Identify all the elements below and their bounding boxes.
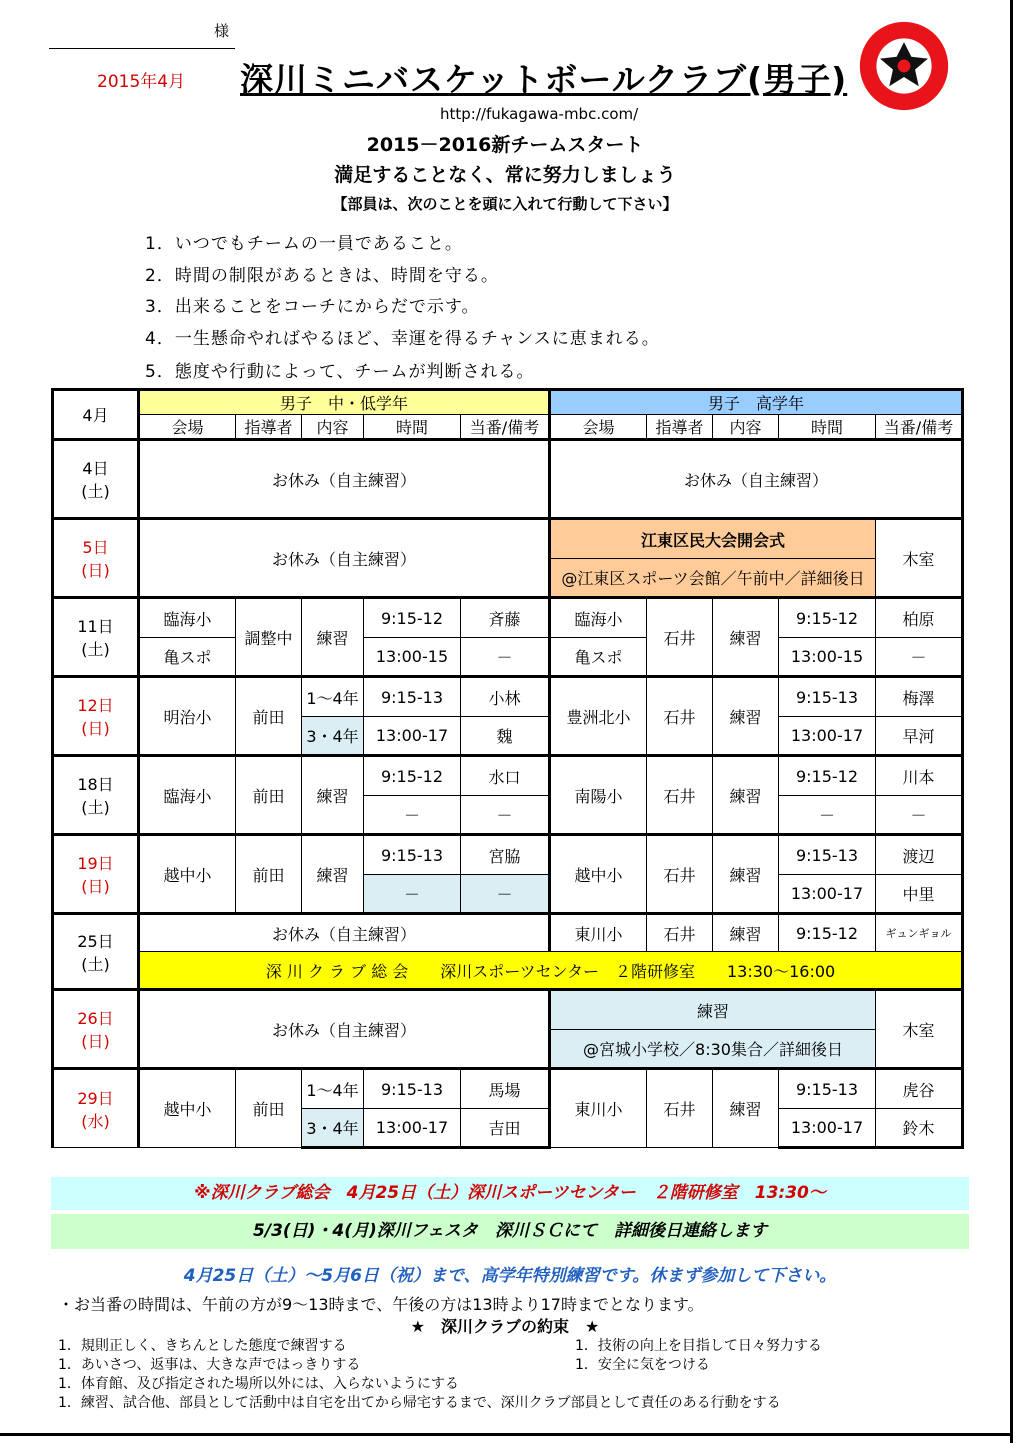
time-cell: 9:15-13 bbox=[364, 677, 461, 717]
rule-item: 5．態度や行動によって、チームが判断される。 bbox=[145, 362, 535, 382]
coach-cell: 石井 bbox=[647, 756, 713, 835]
rest-cell: お休み（自主練習） bbox=[550, 440, 963, 519]
note-special-practice: 4月25日（土）～5月6日（祝）まで、高学年特別練習です。休まず参加して下さい。 bbox=[183, 1266, 837, 1286]
pledge-title: ★ 深川クラブの約束 ★ bbox=[410, 1317, 600, 1336]
coach-cell: 石井 bbox=[647, 1069, 713, 1148]
duty-cell: 小林 bbox=[461, 677, 550, 717]
venue-cell: 東川小 bbox=[550, 1069, 647, 1148]
col-duty: 当番/備考 bbox=[461, 415, 550, 440]
duty-cell: － bbox=[461, 796, 550, 835]
content-cell: 1～4年 bbox=[302, 677, 364, 717]
venue-cell: 南陽小 bbox=[550, 756, 647, 835]
venue-cell: 臨海小 bbox=[139, 756, 236, 835]
content-cell: 練習 bbox=[302, 756, 364, 835]
note-festa: 5/3(日)・4(月)深川フェスタ 深川ＳＣにて 詳細後日連絡します bbox=[51, 1214, 969, 1249]
duty-cell: 虎谷 bbox=[876, 1069, 963, 1109]
duty-cell: 宮脇 bbox=[461, 835, 550, 875]
addressee-suffix: 様 bbox=[214, 22, 230, 40]
coach-cell: 石井 bbox=[647, 598, 713, 677]
date-cell: 11日 (土) bbox=[53, 598, 139, 677]
duty-cell: 早河 bbox=[876, 717, 963, 756]
content-cell: 3・4年 bbox=[302, 717, 364, 756]
page-border-right bbox=[1010, 0, 1013, 1443]
time-cell: 9:15-13 bbox=[364, 835, 461, 875]
time-cell: 13:00-17 bbox=[364, 1109, 461, 1148]
time-cell: 13:00-15 bbox=[779, 638, 876, 677]
rule-item: 3．出来ることをコーチにからだで示す。 bbox=[145, 297, 480, 317]
rest-cell: お休み（自主練習） bbox=[139, 440, 550, 519]
time-cell: 13:00-17 bbox=[779, 717, 876, 756]
time-cell: 9:15-13 bbox=[364, 1069, 461, 1109]
time-cell: 9:15-12 bbox=[779, 598, 876, 638]
duty-cell: － bbox=[461, 875, 550, 914]
date-cell: 18日 (土) bbox=[53, 756, 139, 835]
schedule-table bbox=[51, 388, 964, 1149]
venue-cell: 越中小 bbox=[550, 835, 647, 914]
venue-cell: 亀スポ bbox=[550, 638, 647, 677]
pledge-item: 1．体育館、及び指定された場所以外には、入らないようにする bbox=[58, 1376, 459, 1392]
duty-cell: ギュンギョル bbox=[876, 914, 963, 952]
col-duty: 当番/備考 bbox=[876, 415, 963, 440]
venue-cell: 越中小 bbox=[139, 835, 236, 914]
pledge-item: 1．あいさつ、返事は、大きな声ではっきりする bbox=[58, 1357, 361, 1373]
rule-item: 4．一生懸命やればやるほど、幸運を得るチャンスに恵まれる。 bbox=[145, 329, 660, 349]
col-venue: 会場 bbox=[139, 415, 236, 440]
pledge-item: 1．技術の向上を目指して日々努力する bbox=[575, 1338, 822, 1354]
coach-cell: 前田 bbox=[236, 756, 302, 835]
time-cell: － bbox=[779, 796, 876, 835]
duty-cell: 梅澤 bbox=[876, 677, 963, 717]
event-detail: @江東区スポーツ会館／午前中／詳細後日 bbox=[550, 559, 876, 598]
col-venue: 会場 bbox=[550, 415, 647, 440]
coach-cell: 調整中 bbox=[236, 598, 302, 677]
pledge-item: 1．安全に気をつける bbox=[575, 1357, 710, 1373]
rest-cell: お休み（自主練習） bbox=[139, 519, 550, 598]
rule-item: 1．いつでもチームの一員であること。 bbox=[145, 234, 463, 254]
club-url[interactable]: http://fukagawa-mbc.com/ bbox=[440, 105, 639, 123]
coach-cell: 石井 bbox=[647, 914, 713, 952]
pledge-item: 1．練習、試合他、部員として活動中は自宅を出てから帰宅するまで、深川クラブ部員として責任のある行動をする bbox=[58, 1395, 781, 1411]
event-title: 練習 bbox=[550, 990, 876, 1030]
duty-cell: － bbox=[461, 638, 550, 677]
subtitle-motto: 満足することなく、常に努力しましょう bbox=[334, 164, 676, 186]
content-cell: 練習 bbox=[302, 598, 364, 677]
content-cell: 1～4年 bbox=[302, 1069, 364, 1109]
time-cell: 13:00-17 bbox=[779, 1109, 876, 1148]
duty-cell: 木室 bbox=[876, 990, 963, 1069]
date-cell: 12日 (日) bbox=[53, 677, 139, 756]
rule-item: 2．時間の制限があるときは、時間を守る。 bbox=[145, 266, 499, 286]
time-cell: － bbox=[364, 875, 461, 914]
time-cell: 13:00-17 bbox=[779, 875, 876, 914]
col-time: 時間 bbox=[364, 415, 461, 440]
duty-cell: 中里 bbox=[876, 875, 963, 914]
venue-cell: 東川小 bbox=[550, 914, 647, 952]
group-low-header: 男子 中・低学年 bbox=[139, 390, 550, 415]
subtitle-season: 2015－2016新チームスタート bbox=[366, 134, 644, 156]
coach-cell: 前田 bbox=[236, 677, 302, 756]
venue-cell: 明治小 bbox=[139, 677, 236, 756]
venue-cell: 亀スポ bbox=[139, 638, 236, 677]
rest-cell: お休み（自主練習） bbox=[139, 990, 550, 1069]
time-cell: 13:00-17 bbox=[364, 717, 461, 756]
duty-cell: 川本 bbox=[876, 756, 963, 796]
time-cell: 9:15-13 bbox=[779, 835, 876, 875]
duty-cell: 木室 bbox=[876, 519, 963, 598]
time-cell: 9:15-12 bbox=[364, 756, 461, 796]
page-border-bottom bbox=[0, 1433, 1013, 1436]
venue-cell: 豊洲北小 bbox=[550, 677, 647, 756]
subtitle-instruction: 【部員は、次のことを頭に入れて行動して下さい】 bbox=[332, 195, 678, 213]
content-cell: 練習 bbox=[713, 598, 779, 677]
col-content: 内容 bbox=[713, 415, 779, 440]
content-cell: 練習 bbox=[713, 835, 779, 914]
duty-cell: 斉藤 bbox=[461, 598, 550, 638]
coach-cell: 石井 bbox=[647, 677, 713, 756]
date-cell: 26日 (日) bbox=[53, 990, 139, 1069]
duty-cell: － bbox=[876, 796, 963, 835]
content-cell: 3・4年 bbox=[302, 1109, 364, 1148]
time-cell: 9:15-12 bbox=[779, 914, 876, 952]
coach-cell: 前田 bbox=[236, 835, 302, 914]
club-logo bbox=[858, 20, 950, 112]
club-title: 深川ミニバスケットボールクラブ(男子) bbox=[240, 60, 848, 99]
duty-cell: － bbox=[876, 638, 963, 677]
event-detail: @宮城小学校／8:30集合／詳細後日 bbox=[550, 1030, 876, 1069]
duty-cell: 馬場 bbox=[461, 1069, 550, 1109]
duty-cell: 柏原 bbox=[876, 598, 963, 638]
date-cell: 19日 (日) bbox=[53, 835, 139, 914]
time-cell: 9:15-12 bbox=[364, 598, 461, 638]
note-general-meeting: ※深川クラブ総会 4月25日（土）深川スポーツセンター ２階研修室 13:30～ bbox=[51, 1177, 969, 1210]
time-cell: 9:15-12 bbox=[779, 756, 876, 796]
group-high-header: 男子 高学年 bbox=[550, 390, 963, 415]
duty-cell: 水口 bbox=[461, 756, 550, 796]
month-cell: 4月 bbox=[53, 390, 139, 440]
time-cell: 13:00-15 bbox=[364, 638, 461, 677]
duty-cell: 鈴木 bbox=[876, 1109, 963, 1148]
col-coach: 指導者 bbox=[647, 415, 713, 440]
coach-cell: 石井 bbox=[647, 835, 713, 914]
duty-cell: 魏 bbox=[461, 717, 550, 756]
note-duty-hours: ・お当番の時間は、午前の方が9～13時まで、午後の方は13時より17時までとなります。 bbox=[58, 1295, 704, 1314]
addressee-line bbox=[49, 48, 235, 49]
pledge-item: 1．規則正しく、きちんとした態度で練習する bbox=[58, 1338, 347, 1354]
duty-cell: 渡辺 bbox=[876, 835, 963, 875]
date-cell: 5日 (日) bbox=[53, 519, 139, 598]
rest-cell: お休み（自主練習） bbox=[139, 914, 550, 952]
content-cell: 練習 bbox=[713, 914, 779, 952]
logo-ball bbox=[898, 60, 911, 73]
time-cell: 9:15-13 bbox=[779, 1069, 876, 1109]
event-title: 江東区民大会開会式 bbox=[550, 519, 876, 559]
content-cell: 練習 bbox=[713, 756, 779, 835]
content-cell: 練習 bbox=[302, 835, 364, 914]
issue-date: 2015年4月 bbox=[97, 72, 186, 92]
time-cell: － bbox=[364, 796, 461, 835]
time-cell: 9:15-13 bbox=[779, 677, 876, 717]
duty-cell: 吉田 bbox=[461, 1109, 550, 1148]
col-content: 内容 bbox=[302, 415, 364, 440]
date-cell: 25日 (土) bbox=[53, 914, 139, 990]
venue-cell: 臨海小 bbox=[139, 598, 236, 638]
venue-cell: 臨海小 bbox=[550, 598, 647, 638]
venue-cell: 越中小 bbox=[139, 1069, 236, 1148]
date-cell: 4日 (土) bbox=[53, 440, 139, 519]
coach-cell: 前田 bbox=[236, 1069, 302, 1148]
col-coach: 指導者 bbox=[236, 415, 302, 440]
general-meeting-band: 深 川 ク ラ ブ 総 会 深川スポーツセンター ２階研修室 13:30～16:00 bbox=[139, 952, 963, 990]
content-cell: 練習 bbox=[713, 1069, 779, 1148]
date-cell: 29日 (水) bbox=[53, 1069, 139, 1148]
col-time: 時間 bbox=[779, 415, 876, 440]
content-cell: 練習 bbox=[713, 677, 779, 756]
